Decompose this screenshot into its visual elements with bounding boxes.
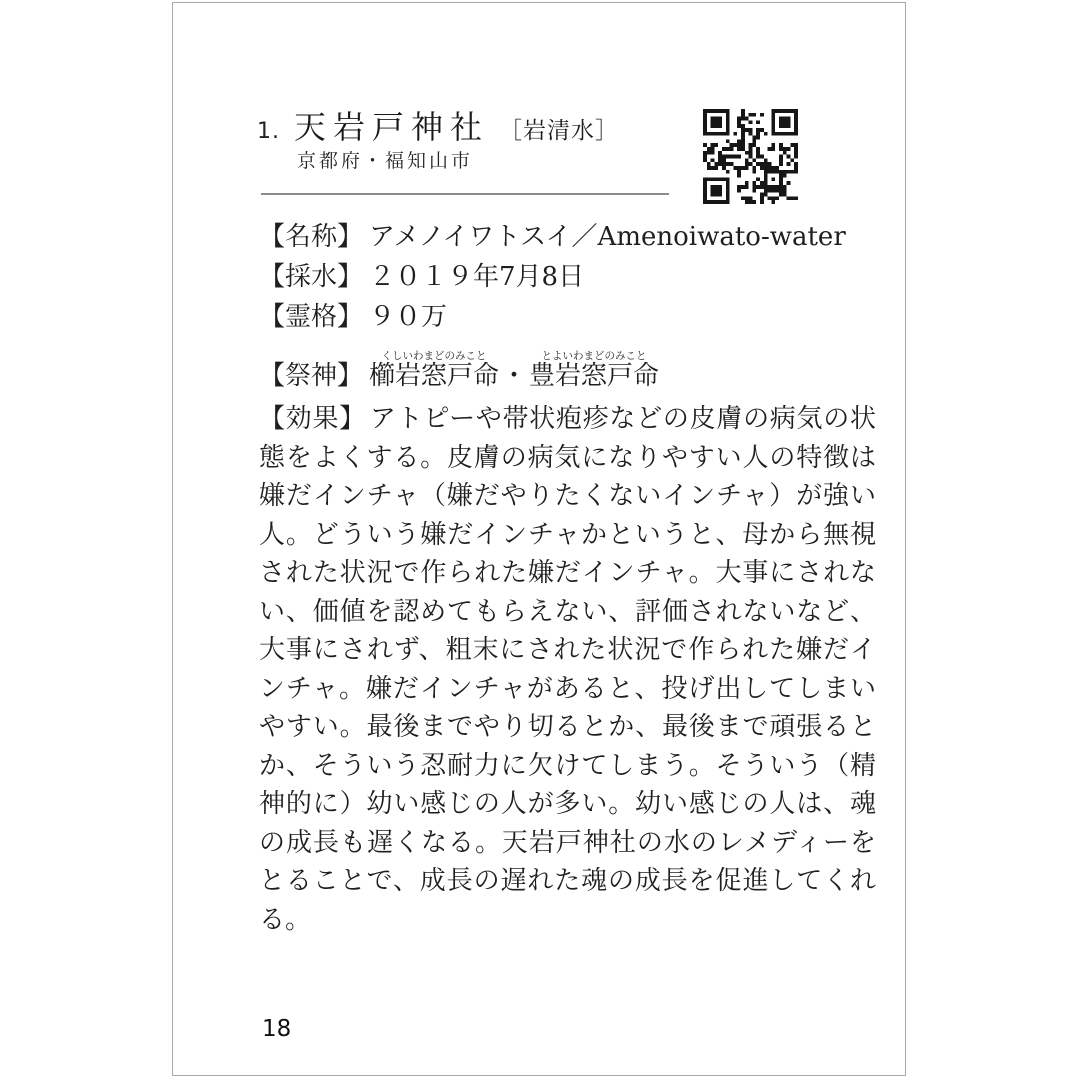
name-row [259,224,876,251]
qr-code [703,109,798,204]
collection-date-value: ２０１９年7月8日 [369,262,585,292]
entry-details [259,224,876,939]
book-page [172,2,906,1076]
header-divider [261,193,669,195]
deity-row [259,344,876,390]
name-value: アメノイワトスイ／Amenoiwato-water [369,222,846,252]
effect-label: 【効果】 [259,404,366,434]
entry-number: 1. [257,119,280,144]
shrine-location: 京都府・福知山市 [297,150,474,172]
deity-name-1: 櫛岩窓戸命くしいわまどのみこと [369,350,500,391]
water-source-bracket: ［岩清水］ [499,118,620,144]
deity-names [369,350,659,390]
collection-date-row [259,264,876,291]
qr-code-image [703,109,798,204]
deity-name-1-reading: くしいわまどのみこと [369,350,500,362]
deity-label: 【祭神】 [259,361,364,391]
shrine-title: 天岩戸神社 [294,108,490,146]
collection-date-label: 【採水】 [259,262,364,292]
spirit-grade-label: 【霊格】 [259,302,364,332]
deity-separator: ・ [501,361,528,391]
effect-text: アトピーや帯状疱疹などの皮膚の病気の状態をよくする。皮膚の病気になりやすい人の特徴は嫌だインチャ（嫌だやりたくないインチャ）が強い人。どういう嫌だインチャかというと、母から無視された状況で作られた嫌だインチャ。大事にされない、価値を認めてもらえない、評価されないなど、大事にされず、粗末にされた状況で作られた嫌だインチャ。嫌だインチャがあると、投げ出してしまいやすい。最後までやり切るとか、最後まで頑張るとか、そういう忍耐力に欠けてしまう。そういう（精神的に）幼い感じの人が多い。幼い感じの人は、魂の成長も遅くなる。天岩戸神社の水のレメディーをとることで、成長の遅れた魂の成長を促進してくれる。 [259,404,876,935]
deity-name-2-reading: とよいわまどのみこと [529,350,660,362]
entry-title-row [257,102,619,148]
spirit-grade-row [259,304,876,331]
effect-paragraph [259,400,876,939]
spirit-grade-value: ９０万 [369,302,448,332]
page-number: 18 [262,1016,292,1042]
name-label: 【名称】 [259,222,364,252]
deity-name-2: 豊岩窓戸命とよいわまどのみこと [529,350,660,391]
